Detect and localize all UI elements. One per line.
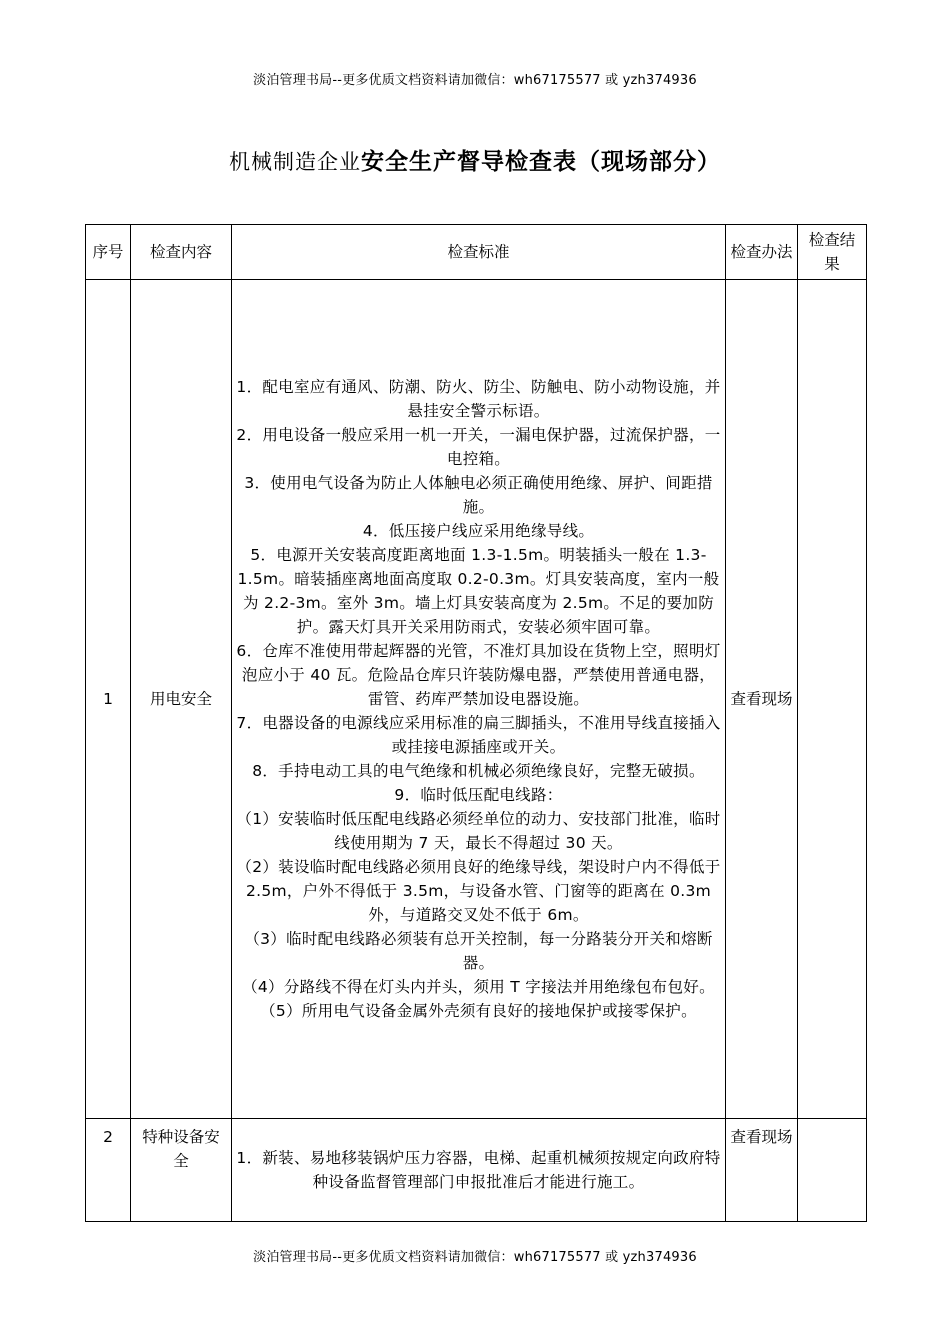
row-number: 1	[86, 280, 131, 1119]
standard-item: 1．新装、易地移装锅炉压力容器，电梯、起重机械须按规定向政府特种设备监督管理部门申报批准后才能进行施工。	[236, 1149, 721, 1191]
standard-item: （1）安装临时低压配电线路必须经单位的动力、安技部门批准，临时线使用期为 7 天，最长不得超过 30 天。	[236, 810, 721, 852]
table-row	[86, 1119, 867, 1222]
title-main: 安全生产督导检查表（现场部分）	[361, 149, 721, 175]
header-method: 检查办法	[726, 225, 798, 280]
header-note: 淡泊管理书局--更多优质文档资料请加微信：wh67175577 或 yzh374936	[253, 73, 697, 88]
standard-item: 4．低压接户线应采用绝缘导线。	[362, 522, 595, 540]
standard-item: 5．电源开关安装高度距离地面 1.3-1.5m。明装插头一般在 1.3-1.5m。暗装插座离地面高度取 0.2-0.3m。灯具安装高度，室内一般为 2.2-3m。室外 3m。墙上灯具安装高度为 2.5m。不足的要加防护。露天灯具开关采用防雨式，安装必须牢固可靠。	[237, 546, 720, 636]
row-check-result	[798, 280, 867, 1119]
row-standards	[232, 1119, 726, 1222]
standard-item: （2）装设临时配电线路必须用良好的绝缘导线，架设时户内不得低于 2.5m，户外不得低于 3.5m，与设备水管、门窗等的距离在 0.3m 外，与道路交叉处不低于 6m。	[236, 858, 721, 924]
row-check-method: 查看现场	[726, 280, 798, 1119]
table-row	[86, 280, 867, 1119]
header-result: 检查结果	[798, 225, 867, 280]
row-check-result	[798, 1119, 867, 1222]
header-no: 序号	[86, 225, 131, 280]
standard-item: 1．配电室应有通风、防潮、防火、防尘、防触电、防小动物设施，并悬挂安全警示标语。	[236, 378, 721, 420]
row-check-method: 查看现场	[726, 1119, 798, 1222]
standard-item: （5）所用电气设备金属外壳须有良好的接地保护或接零保护。	[260, 1002, 697, 1020]
standard-item: 9．临时低压配电线路：	[394, 786, 563, 804]
inspection-table	[85, 224, 867, 1222]
table-header-row	[86, 225, 867, 280]
header-content: 检查内容	[131, 225, 232, 280]
header-standard: 检查标准	[232, 225, 726, 280]
footer-note: 淡泊管理书局--更多优质文档资料请加微信：wh67175577 或 yzh374936	[253, 1250, 697, 1265]
title-prefix: 机械制造企业	[229, 150, 361, 174]
standard-item: 7．电器设备的电源线应采用标准的扁三脚插头，不准用导线直接插入或挂接电源插座或开关。	[236, 714, 721, 756]
row-check-item: 特种设备安全	[131, 1119, 232, 1222]
document-title	[0, 143, 950, 176]
standard-item: （4）分路线不得在灯头内并头，须用 T 字接法并用绝缘包布包好。	[242, 978, 715, 996]
standard-item: （3）临时配电线路必须装有总开关控制，每一分路装分开关和熔断器。	[244, 930, 713, 972]
row-number: 2	[86, 1119, 131, 1222]
standard-item: 2．用电设备一般应采用一机一开关，一漏电保护器，过流保护器，一电控箱。	[236, 426, 721, 468]
standard-item: 8．手持电动工具的电气绝缘和机械必须绝缘良好，完整无破损。	[252, 762, 705, 780]
standard-item: 6．仓库不准使用带起辉器的光管，不准灯具加设在货物上空，照明灯泡应小于 40 瓦。危险品仓库只许装防爆电器，严禁使用普通电器，雷管、药库严禁加设电器设施。	[236, 642, 721, 708]
row-standards	[232, 280, 726, 1119]
standard-item: 3．使用电气设备为防止人体触电必须正确使用绝缘、屏护、间距措施。	[244, 474, 713, 516]
row-check-item: 用电安全	[131, 280, 232, 1119]
